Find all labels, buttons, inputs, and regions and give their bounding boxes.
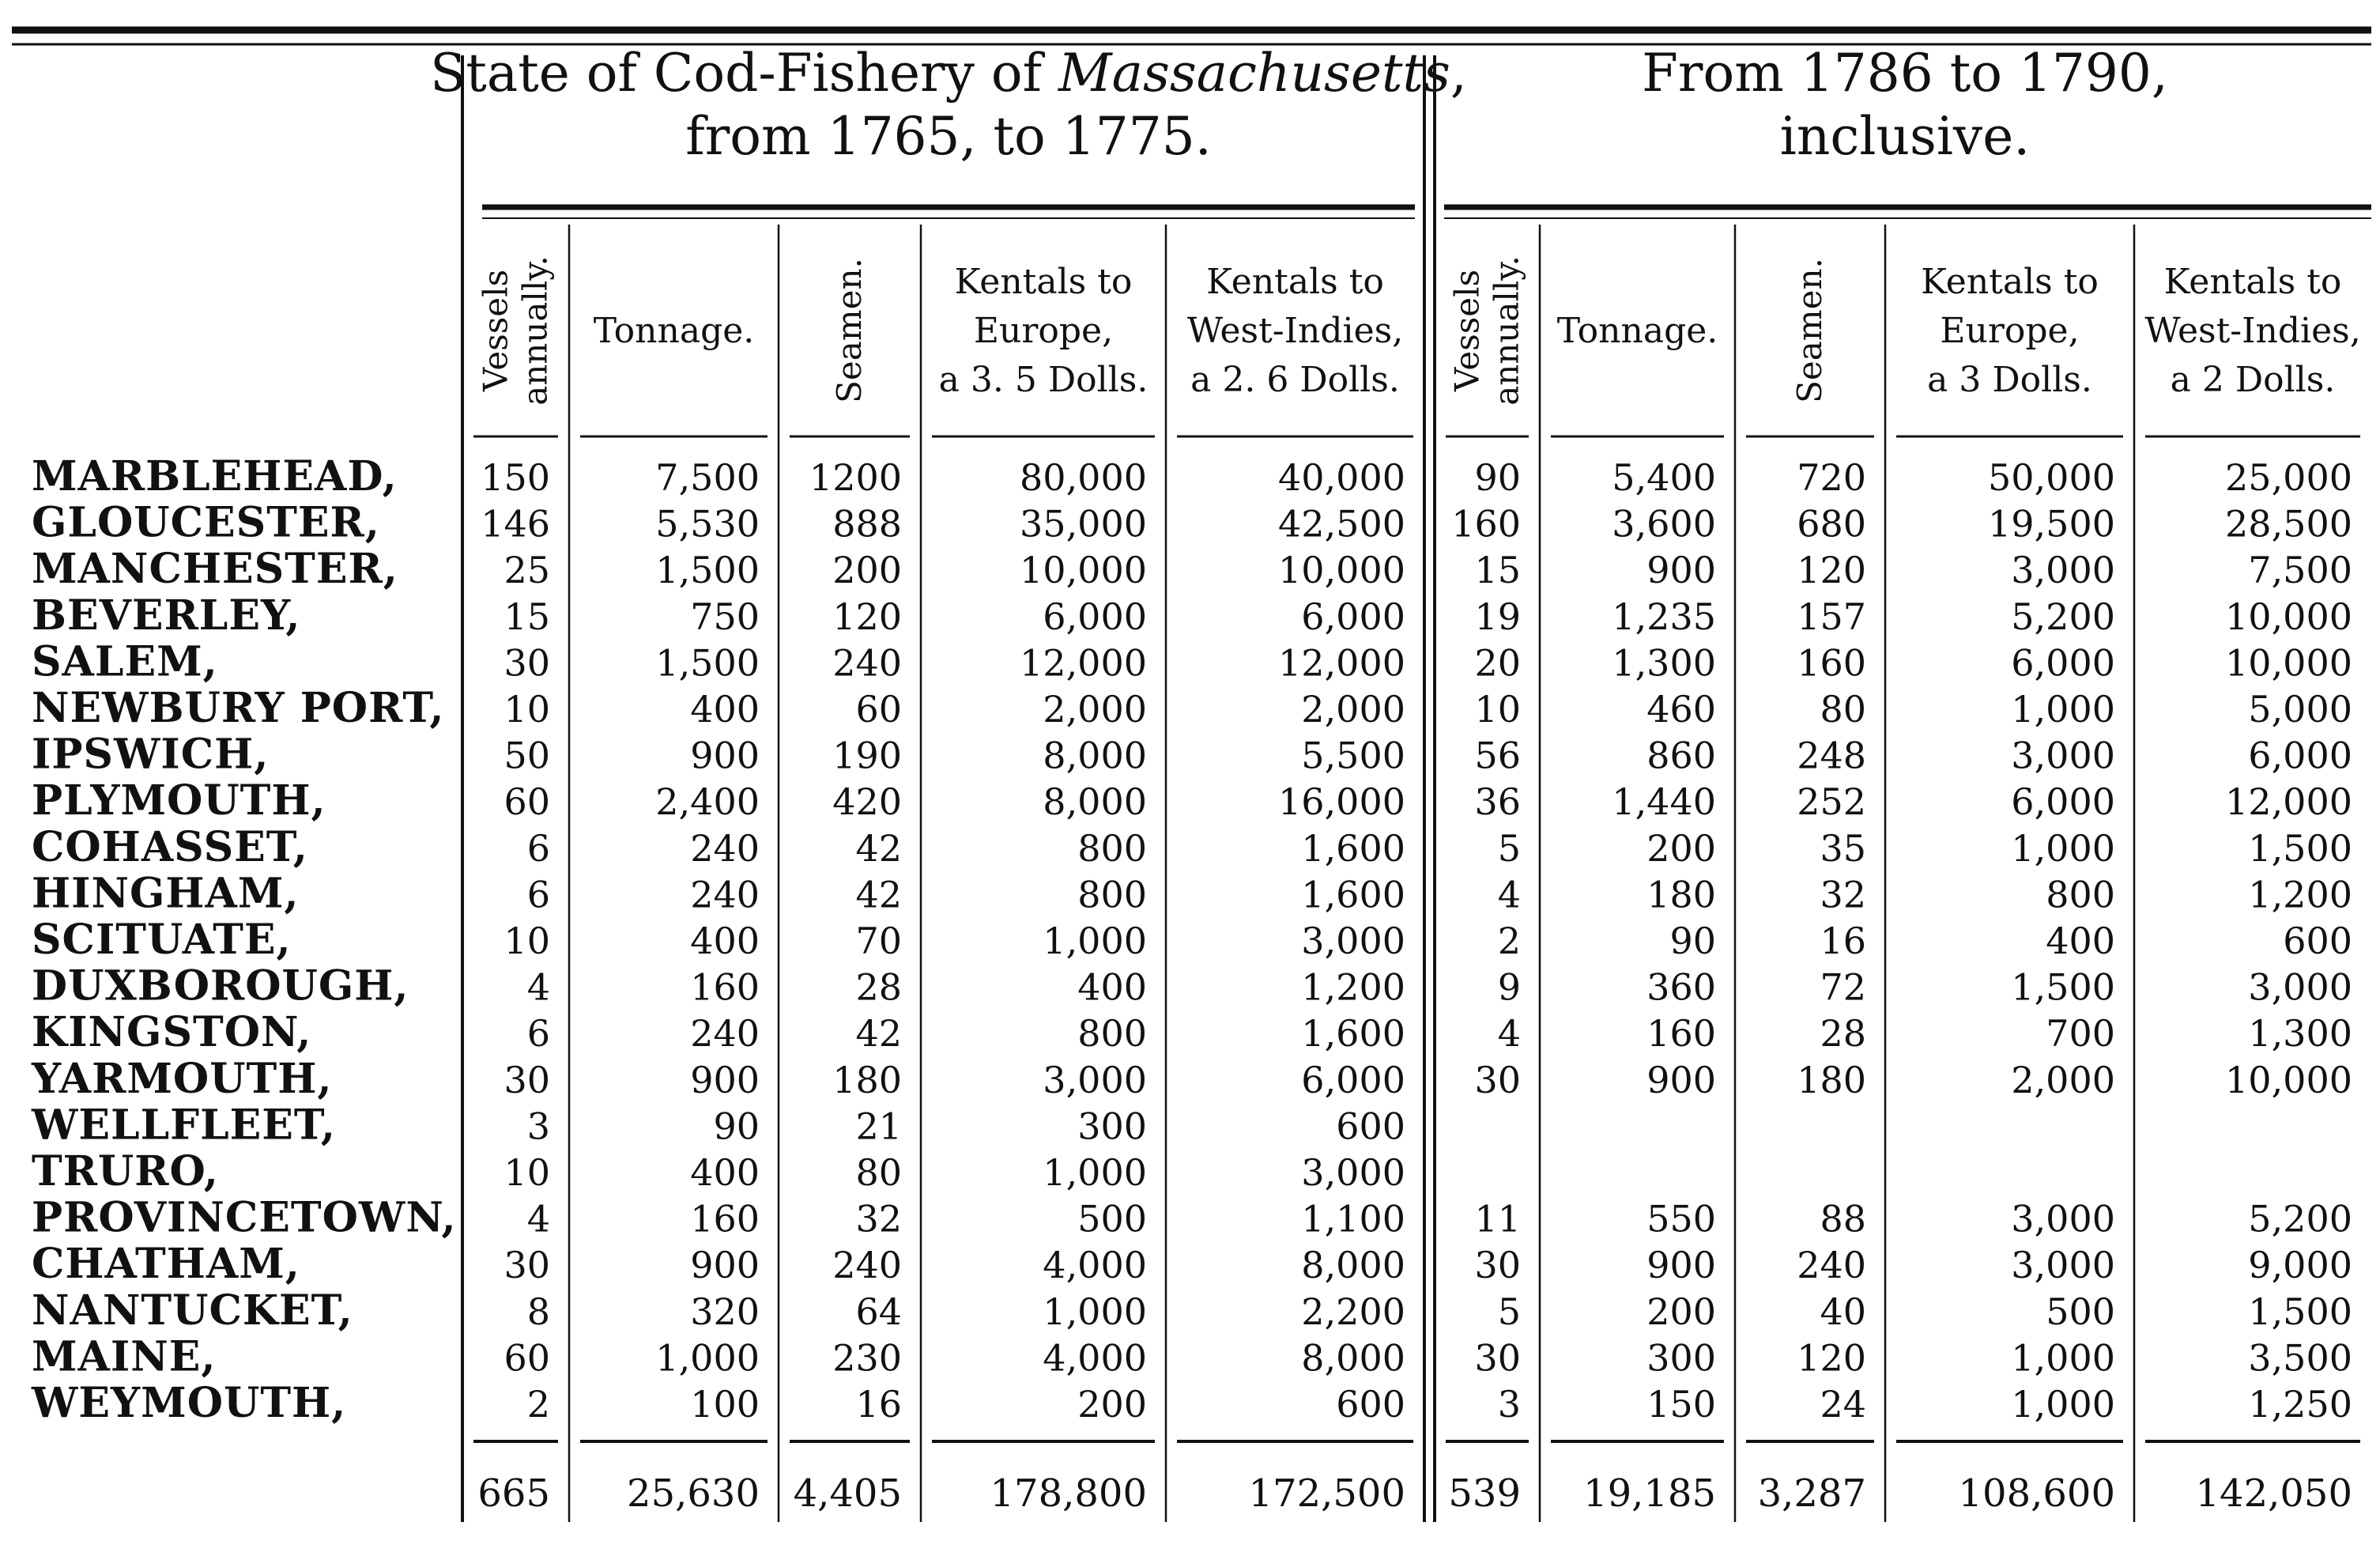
left-cell-kentals-westindies: 3,000 — [1301, 1151, 1405, 1194]
town-name: WEYMOUTH, — [32, 1379, 347, 1427]
left-cell-kentals-europe: 1,000 — [1043, 1290, 1147, 1333]
right-total-vessels: 539 — [1448, 1471, 1521, 1516]
left-cell-kentals-europe: 12,000 — [1020, 641, 1147, 685]
right-cell-kentals-europe: 500 — [2046, 1290, 2115, 1333]
right-total-kentals-westindies: 142,050 — [2195, 1471, 2352, 1516]
left-cell-kentals-westindies: 1,600 — [1301, 873, 1405, 916]
town-name: SALEM, — [32, 637, 218, 686]
left-cell-seamen: 180 — [832, 1058, 902, 1101]
right-cell-vessels: 20 — [1474, 641, 1521, 685]
left-cell-kentals-europe: 300 — [1077, 1105, 1147, 1148]
right-title-line1: From 1786 to 1790, — [1642, 43, 2168, 104]
left-total-vessels: 665 — [477, 1471, 550, 1516]
right-total-seamen: 3,287 — [1757, 1471, 1866, 1516]
town-name: PLYMOUTH, — [32, 776, 326, 825]
left-cell-kentals-europe: 400 — [1077, 965, 1147, 1009]
right-cell-tonnage: 150 — [1646, 1383, 1716, 1426]
left-cell-tonnage: 400 — [690, 1151, 760, 1194]
right-cell-kentals-europe: 2,000 — [2011, 1058, 2115, 1101]
left-cell-vessels: 4 — [526, 965, 550, 1009]
right-cell-seamen: 160 — [1797, 641, 1866, 685]
right-cell-vessels: 5 — [1497, 1290, 1521, 1333]
right-cell-kentals-europe: 1,000 — [2011, 1336, 2115, 1380]
left-cell-tonnage: 160 — [690, 1197, 760, 1241]
left-cell-kentals-europe: 800 — [1077, 1012, 1147, 1056]
right-cell-vessels: 9 — [1497, 965, 1521, 1009]
right-cell-tonnage: 900 — [1646, 549, 1716, 592]
left-cell-kentals-europe: 8,000 — [1043, 780, 1147, 824]
left-total-kentals-europe: 178,800 — [990, 1471, 1147, 1516]
left-cell-kentals-europe: 200 — [1077, 1383, 1147, 1426]
town-name: BEVERLEY, — [32, 591, 301, 640]
right-cell-seamen: 28 — [1820, 1012, 1866, 1056]
left-header-tonnage: Tonnage. — [593, 311, 755, 351]
right-cell-seamen: 88 — [1820, 1197, 1866, 1241]
right-cell-tonnage: 200 — [1646, 826, 1716, 870]
town-name: TRURO, — [32, 1147, 219, 1195]
left-cell-vessels: 10 — [504, 1151, 550, 1194]
table-cells — [481, 456, 2352, 1426]
left-cell-vessels: 10 — [504, 688, 550, 731]
left-total-tonnage: 25,630 — [627, 1471, 760, 1516]
left-cell-kentals-europe: 80,000 — [1020, 456, 1147, 499]
right-cell-kentals-westindies: 1,500 — [2248, 826, 2352, 870]
right-cell-kentals-europe: 1,000 — [2011, 1383, 2115, 1426]
right-cell-kentals-westindies: 10,000 — [2225, 595, 2352, 638]
right-header-vessels: Vessels — [1447, 269, 1487, 392]
right-cell-kentals-westindies: 1,300 — [2248, 1012, 2352, 1056]
left-cell-kentals-europe: 8,000 — [1043, 734, 1147, 777]
right-cell-kentals-westindies: 10,000 — [2225, 1058, 2352, 1101]
table-titles — [430, 43, 2168, 167]
left-header-kentals-europe: a 3. 5 Dolls. — [938, 360, 1149, 400]
right-cell-seamen: 40 — [1820, 1290, 1866, 1333]
left-cell-vessels: 8 — [526, 1290, 550, 1333]
right-cell-vessels: 19 — [1474, 595, 1521, 638]
right-cell-vessels: 90 — [1474, 456, 1521, 499]
town-name: SCITUATE, — [32, 916, 292, 964]
right-cell-seamen: 240 — [1797, 1244, 1866, 1287]
left-cell-kentals-westindies: 3,000 — [1301, 920, 1405, 962]
left-cell-seamen: 16 — [855, 1383, 902, 1426]
right-cell-kentals-westindies: 7,500 — [2248, 549, 2352, 592]
right-cell-tonnage: 1,440 — [1612, 780, 1716, 824]
left-cell-kentals-westindies: 1,200 — [1301, 965, 1405, 1009]
right-header-kentals-westindies: Kentals to — [2163, 262, 2342, 302]
town-name: IPSWICH, — [32, 730, 270, 779]
column-headers — [477, 255, 2361, 406]
right-cell-vessels: 15 — [1474, 549, 1521, 592]
left-cell-tonnage: 240 — [690, 873, 760, 916]
right-cell-kentals-europe: 50,000 — [1988, 456, 2115, 499]
right-cell-kentals-europe: 1,000 — [2011, 826, 2115, 870]
left-cell-vessels: 30 — [504, 1058, 550, 1101]
right-cell-seamen: 80 — [1820, 688, 1866, 731]
left-cell-kentals-westindies: 6,000 — [1301, 1058, 1405, 1101]
right-cell-vessels: 160 — [1451, 502, 1521, 546]
left-cell-kentals-westindies: 600 — [1336, 1105, 1405, 1148]
right-cell-kentals-europe: 19,500 — [1988, 502, 2115, 546]
right-cell-kentals-westindies: 25,000 — [2225, 456, 2352, 499]
left-cell-vessels: 2 — [526, 1383, 550, 1426]
left-title-line1: State of Cod-Fishery of Massachusetts, — [430, 43, 1467, 104]
left-cell-tonnage: 2,400 — [655, 780, 760, 824]
town-name: COHASSET, — [32, 822, 308, 871]
left-cell-kentals-europe: 10,000 — [1020, 549, 1147, 592]
town-name: WELLFLEET, — [32, 1101, 336, 1150]
right-cell-kentals-europe: 6,000 — [2011, 641, 2115, 685]
left-cell-seamen: 1200 — [809, 456, 902, 499]
left-header-kentals-westindies: Kentals to — [1206, 262, 1384, 302]
right-cell-seamen: 32 — [1820, 873, 1866, 916]
left-cell-vessels: 60 — [504, 780, 550, 824]
right-cell-kentals-westindies: 1,200 — [2248, 873, 2352, 916]
left-cell-tonnage: 100 — [690, 1383, 760, 1426]
right-header-seamen: Seamen. — [1790, 258, 1829, 403]
right-cell-seamen: 680 — [1797, 502, 1866, 546]
left-cell-seamen: 28 — [855, 965, 902, 1009]
town-name: CHATHAM, — [32, 1240, 300, 1289]
left-cell-tonnage: 750 — [690, 595, 760, 638]
right-cell-seamen: 157 — [1797, 595, 1866, 638]
left-header-vessels: Vessels — [476, 269, 515, 392]
left-cell-vessels: 4 — [526, 1197, 550, 1241]
right-cell-kentals-westindies: 3,000 — [2248, 965, 2352, 1009]
right-title-line2: inclusive. — [1779, 106, 2031, 167]
left-cell-vessels: 30 — [504, 1244, 550, 1287]
left-cell-kentals-europe: 1,000 — [1043, 1151, 1147, 1194]
right-cell-tonnage: 900 — [1646, 1058, 1716, 1101]
right-cell-tonnage: 200 — [1646, 1290, 1716, 1333]
town-name: MANCHESTER, — [32, 545, 398, 594]
right-cell-tonnage: 1,235 — [1612, 595, 1716, 638]
right-cell-vessels: 56 — [1474, 734, 1521, 777]
right-cell-kentals-europe: 1,000 — [2011, 688, 2115, 731]
right-cell-kentals-europe: 3,000 — [2011, 734, 2115, 777]
right-cell-tonnage: 1,300 — [1612, 641, 1716, 685]
right-cell-kentals-westindies: 600 — [2283, 920, 2352, 962]
right-header-tonnage: Tonnage. — [1556, 311, 1718, 351]
left-cell-seamen: 42 — [855, 1012, 902, 1056]
right-cell-kentals-europe: 700 — [2046, 1012, 2115, 1056]
right-header-kentals-westindies: West-Indies, — [2144, 311, 2361, 351]
left-cell-vessels: 15 — [504, 595, 550, 638]
right-cell-seamen: 180 — [1797, 1058, 1866, 1101]
left-cell-vessels: 30 — [504, 641, 550, 685]
left-cell-tonnage: 7,500 — [655, 456, 760, 499]
right-cell-kentals-europe: 3,000 — [2011, 1197, 2115, 1241]
right-header-kentals-europe: Kentals to — [1921, 262, 2099, 302]
left-title-line2: from 1765, to 1775. — [685, 106, 1212, 167]
right-cell-seamen: 35 — [1820, 826, 1866, 870]
right-cell-vessels: 30 — [1474, 1058, 1521, 1101]
right-cell-vessels: 2 — [1497, 920, 1521, 962]
left-cell-tonnage: 1,500 — [655, 641, 760, 685]
right-total-tonnage: 19,185 — [1583, 1471, 1716, 1516]
right-cell-seamen: 72 — [1820, 965, 1866, 1009]
right-cell-seamen: 120 — [1797, 549, 1866, 592]
left-cell-seamen: 240 — [832, 641, 902, 685]
left-cell-vessels: 60 — [504, 1336, 550, 1380]
left-cell-kentals-europe: 4,000 — [1043, 1336, 1147, 1380]
town-name: KINGSTON, — [32, 1008, 312, 1057]
right-cell-tonnage: 180 — [1646, 873, 1716, 916]
left-cell-kentals-europe: 800 — [1077, 826, 1147, 870]
left-cell-kentals-westindies: 1,600 — [1301, 1012, 1405, 1056]
town-name: HINGHAM, — [32, 869, 300, 918]
left-cell-kentals-europe: 4,000 — [1043, 1244, 1147, 1287]
right-cell-kentals-europe: 3,000 — [2011, 1244, 2115, 1287]
right-total-kentals-europe: 108,600 — [1958, 1471, 2115, 1516]
left-header-seamen: Seamen. — [830, 258, 869, 403]
left-cell-vessels: 6 — [526, 1012, 550, 1056]
right-cell-vessels: 10 — [1474, 688, 1521, 731]
left-header-kentals-europe: Europe, — [973, 311, 1114, 351]
right-cell-vessels: 30 — [1474, 1336, 1521, 1380]
left-cell-kentals-europe: 800 — [1077, 873, 1147, 916]
town-name: NANTUCKET, — [32, 1286, 353, 1335]
left-cell-tonnage: 240 — [690, 826, 760, 870]
right-cell-tonnage: 5,400 — [1612, 456, 1716, 499]
left-total-kentals-westindies: 172,500 — [1248, 1471, 1405, 1516]
left-header-kentals-westindies: a 2. 6 Dolls. — [1190, 360, 1400, 400]
left-cell-seamen: 70 — [855, 920, 902, 962]
left-cell-seamen: 240 — [832, 1244, 902, 1287]
right-cell-tonnage: 300 — [1646, 1336, 1716, 1380]
left-cell-tonnage: 400 — [690, 688, 760, 731]
left-cell-tonnage: 400 — [690, 920, 760, 962]
left-cell-tonnage: 900 — [690, 1058, 760, 1101]
left-cell-vessels: 150 — [481, 456, 550, 499]
right-cell-seamen: 248 — [1797, 734, 1866, 777]
right-header-kentals-europe: a 3 Dolls. — [1927, 360, 2092, 400]
left-cell-kentals-westindies: 8,000 — [1301, 1244, 1405, 1287]
town-name: MAINE, — [32, 1332, 217, 1381]
right-cell-tonnage: 3,600 — [1612, 502, 1716, 546]
right-cell-tonnage: 550 — [1646, 1197, 1716, 1241]
left-cell-tonnage: 90 — [713, 1105, 760, 1148]
left-cell-kentals-westindies: 8,000 — [1301, 1336, 1405, 1380]
right-cell-kentals-westindies: 9,000 — [2248, 1244, 2352, 1287]
right-cell-vessels: 4 — [1497, 1012, 1521, 1056]
left-cell-seamen: 190 — [832, 734, 902, 777]
right-cell-seamen: 252 — [1797, 780, 1866, 824]
left-cell-tonnage: 5,530 — [655, 502, 760, 546]
left-cell-kentals-westindies: 10,000 — [1278, 549, 1405, 592]
left-cell-kentals-europe: 500 — [1077, 1197, 1147, 1241]
left-cell-tonnage: 320 — [690, 1290, 760, 1333]
left-header-kentals-westindies: West-Indies, — [1186, 311, 1404, 351]
right-cell-vessels: 30 — [1474, 1244, 1521, 1287]
right-cell-seamen: 24 — [1820, 1383, 1866, 1426]
right-cell-kentals-europe: 1,500 — [2011, 965, 2115, 1009]
left-cell-vessels: 25 — [504, 549, 550, 592]
right-cell-vessels: 3 — [1497, 1383, 1521, 1426]
right-cell-kentals-europe: 3,000 — [2011, 549, 2115, 592]
right-cell-vessels: 36 — [1474, 780, 1521, 824]
left-cell-seamen: 230 — [832, 1336, 902, 1380]
left-cell-seamen: 42 — [855, 826, 902, 870]
right-cell-kentals-westindies: 12,000 — [2225, 780, 2352, 824]
right-cell-tonnage: 460 — [1646, 688, 1716, 731]
right-cell-kentals-westindies: 10,000 — [2225, 641, 2352, 685]
left-cell-seamen: 200 — [832, 549, 902, 592]
left-cell-seamen: 64 — [855, 1290, 902, 1333]
town-name: PROVINCETOWN, — [32, 1193, 457, 1242]
left-cell-vessels: 3 — [526, 1105, 550, 1148]
town-name: GLOUCESTER, — [32, 498, 380, 547]
table-totals — [477, 1471, 2352, 1516]
left-header-kentals-europe: Kentals to — [954, 262, 1133, 302]
right-header-vessels: annually. — [1487, 255, 1526, 406]
right-cell-tonnage: 360 — [1646, 965, 1716, 1009]
right-cell-tonnage: 860 — [1646, 734, 1716, 777]
left-cell-seamen: 120 — [832, 595, 902, 638]
left-cell-kentals-westindies: 2,200 — [1301, 1290, 1405, 1333]
left-cell-kentals-europe: 35,000 — [1020, 502, 1147, 546]
town-name: YARMOUTH, — [32, 1054, 333, 1103]
right-cell-kentals-westindies: 28,500 — [2225, 502, 2352, 546]
left-cell-kentals-westindies: 42,500 — [1278, 502, 1405, 546]
right-cell-seamen: 120 — [1797, 1336, 1866, 1380]
right-cell-kentals-westindies: 1,250 — [2248, 1383, 2352, 1426]
left-cell-kentals-westindies: 5,500 — [1301, 734, 1405, 777]
left-cell-kentals-westindies: 16,000 — [1278, 780, 1405, 824]
left-cell-vessels: 146 — [481, 502, 550, 546]
left-cell-seamen: 32 — [855, 1197, 902, 1241]
right-cell-kentals-westindies: 6,000 — [2248, 734, 2352, 777]
left-cell-seamen: 888 — [832, 502, 902, 546]
right-cell-vessels: 11 — [1474, 1197, 1521, 1241]
left-cell-seamen: 80 — [855, 1151, 902, 1194]
left-cell-kentals-europe: 1,000 — [1043, 920, 1147, 962]
left-cell-kentals-europe: 6,000 — [1043, 595, 1147, 638]
left-cell-tonnage: 1,500 — [655, 549, 760, 592]
right-cell-kentals-westindies: 5,000 — [2248, 688, 2352, 731]
left-cell-tonnage: 160 — [690, 965, 760, 1009]
left-cell-vessels: 6 — [526, 826, 550, 870]
right-header-kentals-europe: Europe, — [1940, 311, 2080, 351]
left-cell-kentals-westindies: 6,000 — [1301, 595, 1405, 638]
right-header-kentals-westindies: a 2 Dolls. — [2170, 360, 2336, 400]
right-cell-tonnage: 160 — [1646, 1012, 1716, 1056]
right-cell-kentals-europe: 6,000 — [2011, 780, 2115, 824]
left-cell-kentals-westindies: 12,000 — [1278, 641, 1405, 685]
town-name: NEWBURY PORT, — [32, 684, 445, 732]
right-cell-tonnage: 90 — [1669, 920, 1716, 962]
left-total-seamen: 4,405 — [793, 1471, 902, 1516]
right-cell-kentals-europe: 5,200 — [2011, 595, 2115, 638]
left-cell-kentals-westindies: 1,100 — [1301, 1197, 1405, 1241]
town-names — [31, 452, 457, 1427]
left-header-vessels: annually. — [515, 255, 555, 406]
right-cell-kentals-westindies: 5,200 — [2248, 1197, 2352, 1241]
right-cell-kentals-westindies: 1,500 — [2248, 1290, 2352, 1333]
left-cell-kentals-europe: 3,000 — [1043, 1058, 1147, 1101]
right-cell-tonnage: 900 — [1646, 1244, 1716, 1287]
left-cell-tonnage: 1,000 — [655, 1336, 760, 1380]
left-cell-seamen: 420 — [832, 780, 902, 824]
left-cell-tonnage: 900 — [690, 1244, 760, 1287]
left-cell-kentals-westindies: 1,600 — [1301, 826, 1405, 870]
left-cell-vessels: 50 — [504, 734, 550, 777]
left-cell-kentals-westindies: 600 — [1336, 1383, 1405, 1426]
right-cell-kentals-europe: 800 — [2046, 873, 2115, 916]
left-cell-tonnage: 240 — [690, 1012, 760, 1056]
right-cell-seamen: 16 — [1820, 920, 1866, 962]
left-cell-seamen: 60 — [855, 688, 902, 731]
right-cell-seamen: 720 — [1797, 456, 1866, 499]
left-cell-tonnage: 900 — [690, 734, 760, 777]
right-cell-kentals-europe: 400 — [2046, 920, 2115, 962]
left-cell-kentals-westindies: 2,000 — [1301, 688, 1405, 731]
right-cell-kentals-westindies: 3,500 — [2248, 1336, 2352, 1380]
left-cell-vessels: 10 — [504, 920, 550, 962]
town-name: MARBLEHEAD, — [32, 452, 398, 500]
left-cell-seamen: 21 — [855, 1105, 902, 1148]
left-cell-kentals-westindies: 40,000 — [1278, 456, 1405, 499]
town-name: DUXBOROUGH, — [32, 961, 409, 1010]
right-cell-vessels: 4 — [1497, 873, 1521, 916]
left-cell-seamen: 42 — [855, 873, 902, 916]
right-cell-vessels: 5 — [1497, 826, 1521, 870]
left-cell-vessels: 6 — [526, 873, 550, 916]
left-cell-kentals-europe: 2,000 — [1043, 688, 1147, 731]
